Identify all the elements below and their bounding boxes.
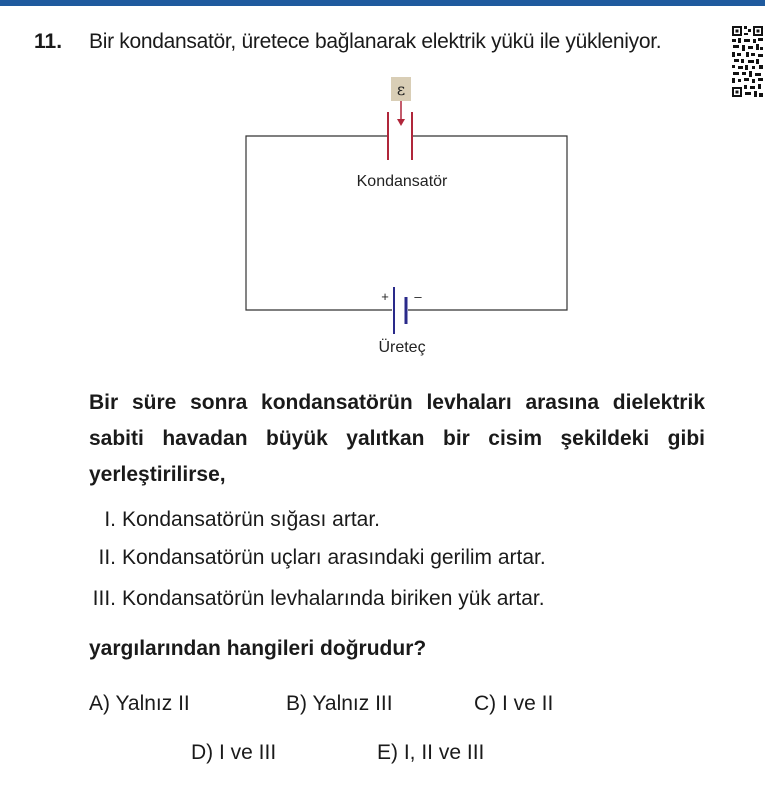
- statement-2-number: II.: [98, 546, 116, 569]
- option-d[interactable]: D) I ve III: [191, 741, 277, 764]
- question-number: 11.: [34, 30, 63, 53]
- battery-plus-sign: +: [381, 289, 389, 304]
- question-prompt: yargılarından hangileri doğrudur?: [89, 637, 427, 660]
- statement-3-number: III.: [92, 587, 116, 610]
- question-text: Bir kondansatör, üretece bağlanarak elektrik yükü ile yükleniyor.: [89, 30, 662, 53]
- statement-2-text: Kondansatörün uçları arasındaki gerilim artar.: [122, 546, 546, 569]
- statement-1: [104, 508, 380, 532]
- statement-2: [98, 546, 546, 570]
- option-b[interactable]: B) Yalnız III: [286, 692, 393, 715]
- statement-3-text: Kondansatörün levhalarında biriken yük artar.: [122, 587, 545, 610]
- battery-minus-sign: –: [414, 289, 422, 304]
- circuit-diagram: [230, 74, 590, 364]
- question-stem: Bir süre sonra kondansatörün levhaları arasına dielektrik sabiti havadan büyük yalıtkan bir cisim şekildeki gibi yerleştirilirse,: [89, 391, 705, 486]
- capacitor-label: Kondansatör: [356, 173, 448, 190]
- option-e[interactable]: E) I, II ve III: [377, 741, 485, 764]
- statement-1-number: I.: [104, 508, 116, 531]
- emf-symbol: ε: [396, 80, 406, 99]
- top-accent-bar: [0, 0, 765, 6]
- statement-1-text: Kondansatörün sığası artar.: [122, 508, 380, 531]
- source-label: Üreteç: [378, 339, 426, 356]
- emf-arrow-head: [397, 119, 405, 126]
- option-a[interactable]: A) Yalnız II: [89, 692, 190, 715]
- circuit-wire-right: [408, 136, 567, 310]
- statement-3: [92, 587, 545, 611]
- qr-code-icon[interactable]: [731, 25, 764, 99]
- option-c[interactable]: C) I ve II: [474, 692, 554, 715]
- circuit-wire-top: [246, 136, 392, 310]
